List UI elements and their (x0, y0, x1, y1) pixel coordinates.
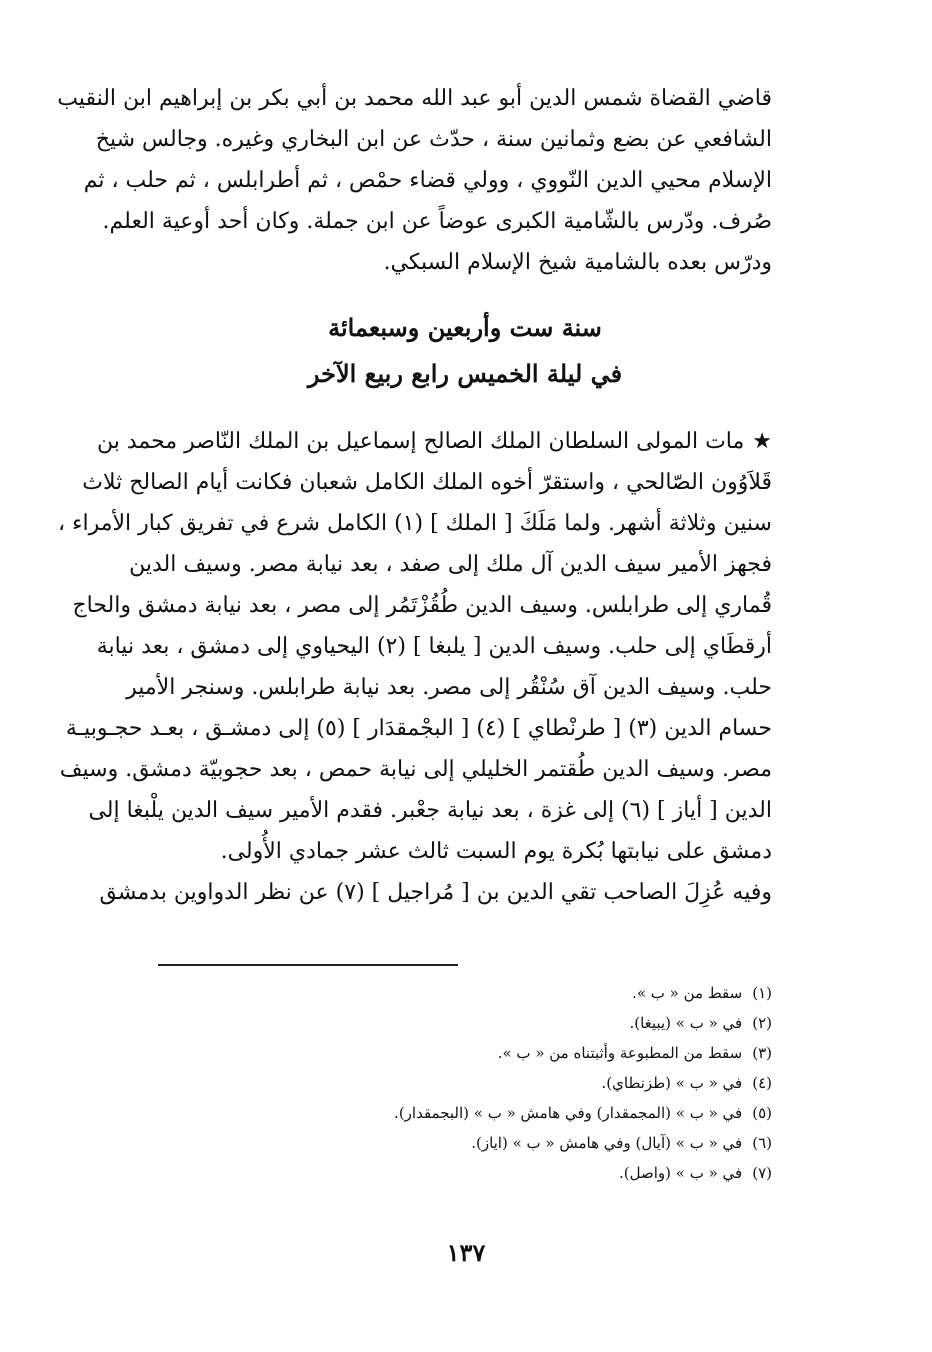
text-line (96, 421, 772, 462)
text-line: مصر. وسيف الدين طُقتمر الخليلي إلى نيابة حمص ، بعد حجوبيّة دمشق. وسيف (59, 757, 772, 782)
first-line-text: مات المولى السلطان الملك الصالح إسماعيل بن الملك النّاصر محمد بن (96, 429, 745, 454)
text-line: أرقطَاي إلى حلب. وسيف الدين [ يلبغا ] (٢) اليحياوي إلى دمشق ، بعد نيابة (96, 634, 772, 659)
text-line: قاضي القضاة شمس الدين أبو عبد الله محمد بن أبي بكر بن إبراهيم ابن النقيب (57, 86, 772, 111)
footnote-number: (١) (752, 984, 772, 1002)
text-line: الشافعي عن بضع وثمانين سنة ، حدّث عن ابن البخاري وغيره. وجالس شيخ (95, 127, 772, 152)
page-number: ١٣٧ (446, 1238, 486, 1267)
text-line: قَلاَوُون الصّالحي ، واستقرّ أخوه الملك الكامل شعبان فكانت أيام الصالح ثلاث (82, 470, 772, 495)
footnote (158, 1158, 772, 1188)
text-line: حلب. وسيف الدين آق سُنْقُر إلى مصر. بعد نيابة طرابلس. وسنجر الأمير (126, 675, 772, 700)
footnote-text: في « ب » (المجمقدار) وفي هامش « ب » (البجمقدار). (394, 1104, 743, 1122)
footnote (158, 1128, 772, 1158)
footnote-number: (٦) (752, 1134, 772, 1152)
footnote-text: في « ب » (يبيغا). (629, 1014, 743, 1032)
footnote-text: سقط من المطبوعة وأثبتناه من « ب ». (497, 1044, 743, 1062)
continuation-paragraph (99, 872, 772, 913)
star-icon: ★ (752, 429, 772, 454)
year-heading: سنة ست وأربعين وسبعمائة (328, 313, 602, 342)
footnote-text: في « ب » (آيال) وفي هامش « ب » (اياز). (471, 1134, 743, 1152)
section-heading (158, 305, 772, 397)
text-line: الإسلام محيي الدين النّووي ، وولي قضاء حمْص ، ثم أطرابلس ، ثم حلب ، ثم (83, 168, 772, 193)
footnote (158, 1008, 772, 1038)
text-line: فجهز الأمير سيف الدين آل ملك إلى صفد ، بعد نيابة مصر. وسيف الدين (129, 552, 772, 577)
footnotes (158, 978, 772, 1188)
footnote (158, 1098, 772, 1128)
page-body (57, 78, 772, 1182)
footnote-number: (٧) (752, 1164, 772, 1182)
text-line: حسام الدين (٣) [ طرنْطاي ] (٤) [ البجْمقدَار ] (٥) إلى دمشـق ، بعـد حجـوبيـة (65, 716, 772, 741)
main-paragraph (58, 421, 772, 872)
footnote-number: (٣) (752, 1044, 772, 1062)
text-line: دمشق على نيابتها بُكرة يوم السبت ثالث عشر جمادي الأُولى. (220, 839, 772, 864)
footnote-number: (٤) (752, 1074, 772, 1092)
footnote (158, 1038, 772, 1068)
footnote-number: (٢) (752, 1014, 772, 1032)
footnote (158, 1068, 772, 1098)
text-line: صُرف. ودّرس بالشّامية الكبرى عوضاً عن ابن جملة. وكان أحد أوعية العلم. (102, 209, 772, 234)
footnote-divider (158, 964, 458, 966)
text-line: الدين [ أياز ] (٦) إلى غزة ، بعد نيابة جعْبر. فقدم الأمير سيف الدين يلْبغا إلى (88, 798, 772, 823)
top-paragraph (57, 78, 772, 283)
footnote (158, 978, 772, 1008)
text-line: قُماري إلى طرابلس. وسيف الدين طُقُزْتَمُر إلى مصر ، بعد نيابة دمشق والحاج (72, 593, 772, 618)
date-heading: في ليلة الخميس رابع ربيع الآخر (307, 359, 623, 388)
footnote-number: (٥) (752, 1104, 772, 1122)
text-line: وفيه عُزِلَ الصاحب تقي الدين بن [ مُراجيل ] (٧) عن نظر الدواوين بدمشق (99, 880, 772, 905)
footnote-text: سقط من « ب ». (632, 984, 743, 1002)
footnote-text: في « ب » (طزنطاي). (601, 1074, 743, 1092)
text-line: سنين وثلاثة أشهر. ولما مَلَكَ [ الملك ] (١) الكامل شرع في تفريق كبار الأمراء ، (58, 511, 772, 536)
text-line: ودرّس بعده بالشامية شيخ الإسلام السبكي. (383, 250, 772, 275)
footnote-text: في « ب » (واصل). (619, 1164, 743, 1182)
